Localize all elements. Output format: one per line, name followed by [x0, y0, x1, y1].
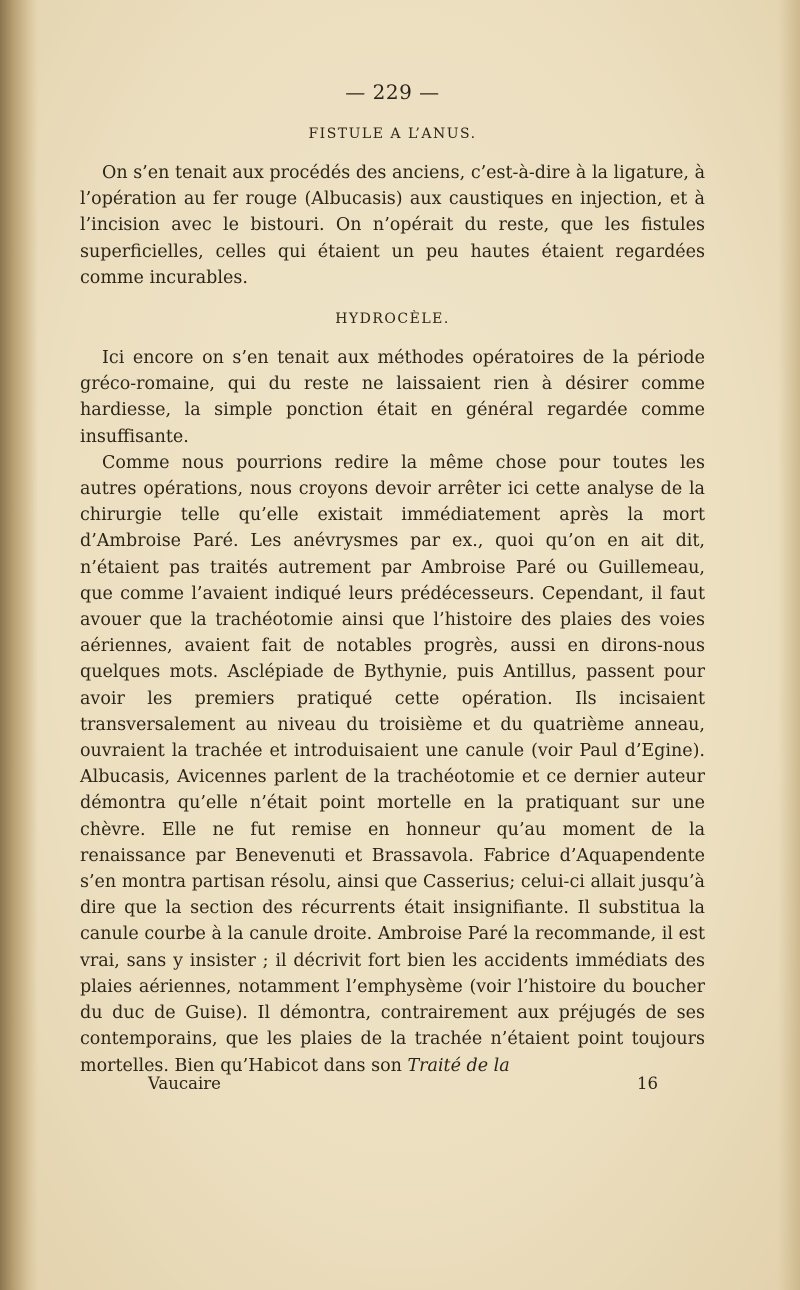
paragraph-hydrocele-2-text: Comme nous pourrions redire la même chose pour toutes les autres opérations, nous croyons devoir arrêter ici cette analyse de la chirurgie telle qu’elle existait immédiatement après la mort d’Ambroise Paré. Les anévrysmes par ex., quoi qu’on en ait dit, n’étaient pas traités autrement par Ambroise Paré ou Guillemeau, que comme l’avaient indiqué leurs prédécesseurs. Cependant, il faut avouer que la trachéotomie ainsi que l’histoire des plaies des voies aériennes, avaient fait de notables progrès, aussi en dirons-nous quelques mots. Asclépiade de Bythynie, puis Antillus, passent pour avoir les premiers pratiqué cette opération. Ils incisaient transversalement au niveau du troisième et du quatrième anneau, ouvraient la trachée et introduisaient une canule (voir Paul d’Egine). Albucasis, Avicennes parlent de la trachéotomie et ce dernier auteur démontra qu’elle n’était point mortelle en la pratiquant sur une chèvre. Elle ne fut remise en honneur qu’au moment de la renaissance par Benevenuti et Brassavola. Fabrice d’Aquapendente s’en montra partisan résolu, ainsi que Casserius; celui-ci allait jusqu’à dire que la section des récurrents était insignifiante. Il substitua la canule courbe à la canule droite. Ambroise Paré la recommande, il est vrai, sans y insister ; il décrivit fort bien les accidents immédiats des plaies aériennes, notamment l’emphysème (voir l’histoire du boucher du duc de Guise). Il démontra, contrairement aux préjugés de ses contemporains, que les plaies de la trachée n’étaient point toujours mortelles. Bien qu’Habicot dans son	[80, 452, 705, 1076]
signature-number: 16	[637, 1074, 658, 1093]
paragraph-fistule: On s’en tenait aux procédés des anciens, c’est-à-dire à la ligature, à l’opération au fer rouge (Albucasis) aux caustiques en injection, et à l’incision avec le bistouri. On n’opérait du reste, que les fistules superficielles, celles qui étaient un peu hautes étaient regardées comme incurables.	[80, 163, 705, 288]
section-heading-hydrocele: HYDROCÈLE.	[335, 311, 450, 328]
paragraph-hydrocele-1: Ici encore on s’en tenait aux méthodes opératoires de la période gréco-romaine, qui du reste ne laissaient rien à désirer comme hardiesse, la simple ponction était en général regardée comme insuffisante.	[80, 348, 705, 447]
page-number: — 229 —	[345, 80, 440, 104]
text-block	[80, 80, 705, 1079]
author-name: Vaucaire	[148, 1074, 221, 1093]
signature-line	[148, 1074, 658, 1098]
page-edge-shadow	[778, 0, 800, 1290]
paragraph-hydrocele-2	[80, 450, 705, 1079]
section-heading-fistule: FISTULE A L’ANUS.	[308, 126, 477, 142]
page-binding-shadow	[0, 0, 38, 1290]
italic-title-fragment: Traité de la	[407, 1055, 510, 1076]
